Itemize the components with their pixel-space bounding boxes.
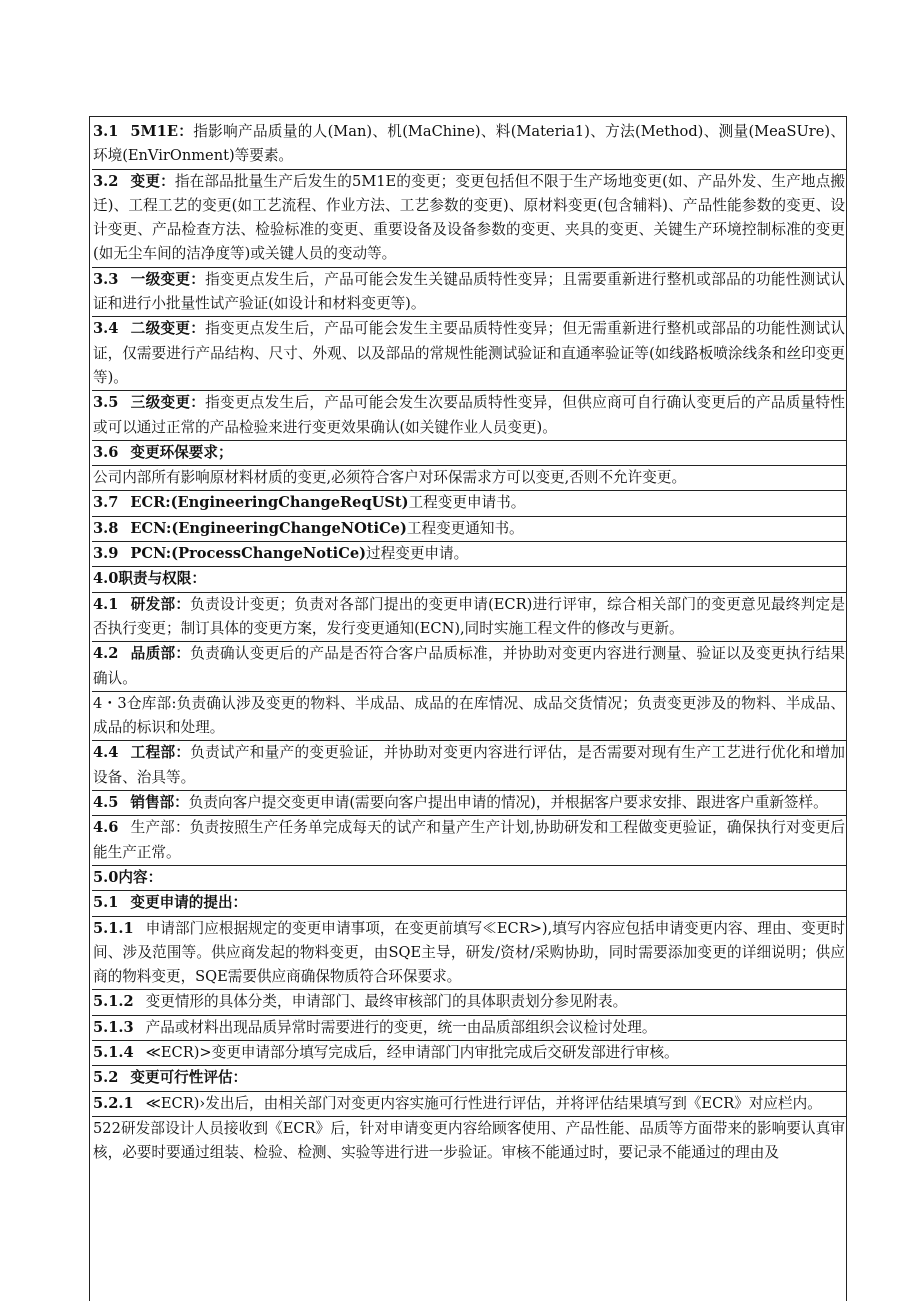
row-3-6-detail xyxy=(92,466,846,491)
section-number: 4.6 xyxy=(93,819,119,837)
section-number: 5.1.4 xyxy=(93,1043,134,1061)
section-number: 4.2 xyxy=(93,645,119,663)
section-number: 3.8 xyxy=(93,519,119,537)
row-5-1-3 xyxy=(92,1016,846,1041)
row-3-2 xyxy=(92,170,846,268)
section-number: 5.1.1 xyxy=(93,919,134,937)
section-text: 负责试产和量产的变更验证，并协助对变更内容进行评估，是否需要对现有生产工艺进行优化和增加设备、治具等。 xyxy=(93,744,845,786)
section-text: ≪ECR)›发出后，由相关部门对变更内容实施可行性进行评估，并将评估结果填写到《ECR》对应栏内。 xyxy=(145,1094,822,1112)
section-text: 指影响产品质量的人(Man)、机(MaChine)、料(Materia1)、方法(Method)、测量(MeaSUre)、环境(EnVirOnment)等要素。 xyxy=(93,123,845,165)
row-4-1 xyxy=(92,593,846,643)
section-number: 5.2.1 xyxy=(93,1094,134,1112)
section-number: 3.6 xyxy=(93,443,119,461)
section-heading: 变更申请的提出： xyxy=(130,894,248,912)
document-body xyxy=(92,120,846,1165)
section-number: 3.7 xyxy=(93,494,119,512)
row-5-2 xyxy=(92,1066,846,1091)
row-5-2-1 xyxy=(92,1092,846,1117)
section-number: 3.3 xyxy=(93,270,119,288)
section-number: 3.9 xyxy=(93,545,119,563)
section-heading: 三级变更： xyxy=(130,394,206,412)
section-number: 5.2 xyxy=(93,1069,119,1087)
section-text: 指变更点发生后，产品可能会发生关键品质特性变异；且需要重新进行整机或部品的功能性测试认证和进行小批量性试产验证(如设计和材料变更等)。 xyxy=(93,270,845,313)
row-4-5 xyxy=(92,791,846,816)
section-text: 产品或材料出现品质异常时需要进行的变更，统一由品质部组织会议检讨处理。 xyxy=(145,1018,657,1036)
section-text: 申请部门应根据规定的变更申请事项，在变更前填写≪ECR>),填写内容应包括申请变更内容、理由、变更时间、涉及范围等。供应商发起的物料变更，由SQE主导，研发/资材/采购协助，同时需要添加变更的详细说明；供应商的物料变更，SQE需要供应商确保物质符合环保要求。 xyxy=(93,919,845,986)
section-heading: 研发部： xyxy=(130,595,191,613)
row-5-1 xyxy=(92,891,846,916)
row-4-6 xyxy=(92,816,846,866)
row-3-3 xyxy=(92,268,846,318)
section-text: 4・3仓库部:负责确认涉及变更的物料、半成品、成品的在库情况、成品交货情况；负责变更涉及的物料、半成品、成品的标识和处理。 xyxy=(93,694,845,737)
section-text: 负责设计变更；负责对各部门提出的变更申请(ECR)进行评审，综合相关部门的变更意见最终判定是否执行变更；制订具体的变更方案，发行变更通知(ECN),同时实施工程文件的修改与更新。 xyxy=(93,595,845,637)
section-number: 4.5 xyxy=(93,794,119,812)
section-number: 3.2 xyxy=(93,172,119,190)
section-text: 负责确认变更后的产品是否符合客户品质标准，并协助对变更内容进行测量、验证以及变更执行结果确认。 xyxy=(93,645,845,687)
section-heading: 4.0职责与权限： xyxy=(93,570,206,588)
row-5-0 xyxy=(92,866,846,891)
section-text: 522研发部设计人员接收到《ECR》后，针对申请变更内容给顾客使用、产品性能、品质等方面带来的影响要认真审核，必要时要通过组装、检验、检测、实验等进行进一步验证。审核不能通过时，要记录不能通过的理由及 xyxy=(93,1119,845,1162)
row-4-0 xyxy=(92,567,846,592)
row-5-1-2 xyxy=(92,990,846,1015)
section-heading: 变更环保要求； xyxy=(130,443,233,461)
section-number: 5.1.2 xyxy=(93,993,134,1011)
section-heading: ECN:(EngineeringChangeNOtiCe) xyxy=(130,519,407,537)
section-text: 过程变更申请。 xyxy=(366,545,469,563)
section-text: ≪ECR)>变更申请部分填写完成后，经申请部门内审批完成后交研发部进行审核。 xyxy=(145,1043,679,1061)
section-heading: ECR:(EngineeringChangeReqUSt) xyxy=(130,494,409,512)
row-5-1-4 xyxy=(92,1041,846,1066)
section-number: 5.1.3 xyxy=(93,1018,134,1036)
section-text: 变更情形的具体分类，申请部门、最终审核部门的具体职责划分参见附表。 xyxy=(145,993,628,1011)
row-3-4 xyxy=(92,317,846,391)
section-number: 4.4 xyxy=(93,744,119,762)
row-3-8 xyxy=(92,517,846,542)
section-heading: 销售部： xyxy=(130,794,189,812)
section-heading: 品质部： xyxy=(130,645,191,663)
row-5-2-2 xyxy=(92,1117,846,1166)
section-text: 公司内部所有影响原材料材质的变更,必须符合客户对环保需求方可以变更,否则不允许变更。 xyxy=(93,469,687,487)
section-text: 指在部品批量生产后发生的5M1E的变更；变更包括但不限于生产场地变更(如、产品外发、生产地点搬迁)、工程工艺的变更(如工艺流程、作业方法、工艺参数的变更)、原材料变更(包含辅料)、产品性能参数的变更、设计变更、产品检查方法、检验标准的变更、重要设备及设备参数的变更、夹具的变更、关键生产环境控制标准的变更(如无尘车间的洁净度等)或关键人员的变动等。 xyxy=(93,172,845,263)
section-text: 生产部：负责按照生产任务单完成每天的试产和量产生产计划,协助研发和工程做变更验证，确保执行对变更后能生产正常。 xyxy=(93,819,845,861)
section-number: 3.1 xyxy=(93,123,119,140)
row-3-5 xyxy=(92,391,846,441)
section-text: 工程变更申请书。 xyxy=(408,494,526,512)
row-3-6 xyxy=(92,441,846,466)
section-number: 4.1 xyxy=(93,595,119,613)
section-number: 3.4 xyxy=(93,320,119,338)
row-3-7 xyxy=(92,491,846,516)
section-heading: 一级变更： xyxy=(130,270,206,288)
section-text: 指变更点发生后，产品可能会发生次要品质特性变异，但供应商可自行确认变更后的产品质量特性或可以通过正常的产品检验来进行变更效果确认(如关键作业人员变更)。 xyxy=(93,394,845,436)
row-4-4 xyxy=(92,741,846,791)
section-heading: 变更可行性评估： xyxy=(130,1069,248,1087)
section-heading: PCN:(ProcessChangeNotiCe) xyxy=(130,545,367,563)
row-4-3 xyxy=(92,692,846,742)
row-3-9 xyxy=(92,542,846,567)
row-4-2 xyxy=(92,642,846,692)
row-3-1 xyxy=(92,120,846,170)
section-text: 指变更点发生后，产品可能会发生主要品质特性变异；但无需重新进行整机或部品的功能性测试认证，仅需要进行产品结构、尺寸、外观、以及部品的常规性能测试验证和直通率验证等(如线路板喷涂线条和丝印变更等)。 xyxy=(93,320,845,386)
section-heading: 5.0内容： xyxy=(93,868,163,886)
section-text: 工程变更通知书。 xyxy=(406,519,524,537)
section-heading: 变更： xyxy=(130,172,175,190)
section-number: 5.1 xyxy=(93,894,119,912)
section-heading: 5M1E： xyxy=(130,123,194,140)
row-5-1-1 xyxy=(92,917,846,991)
section-heading: 工程部： xyxy=(130,744,191,762)
section-number: 3.5 xyxy=(93,394,119,412)
section-text: 负责向客户提交变更申请(需要向客户提出申请的情况)，并根据客户要求安排、跟进客户重新签样。 xyxy=(188,794,828,812)
section-heading: 二级变更： xyxy=(130,320,206,338)
